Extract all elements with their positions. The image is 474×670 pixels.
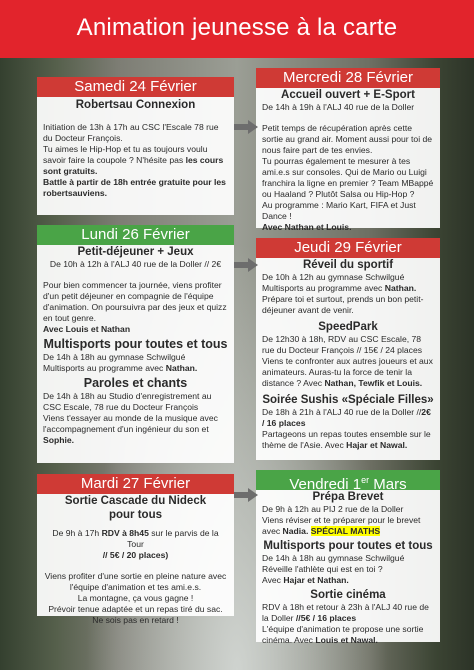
day-header-samedi: Samedi 24 Février	[37, 77, 234, 97]
mercredi-with: Avec Nathan et Louis.	[262, 222, 352, 232]
samedi-text-1: Initiation de 13h à 17h au CSC l'Escale 78 rue du Docteur François.	[43, 122, 219, 143]
day-header-mercredi: Mercredi 28 Février	[256, 68, 440, 88]
arrow-mardi-to-vendredi-icon	[234, 488, 258, 502]
jeudi-s1-text-2: Prépare toi et surtout, prends un bon petit-déjeuner avant de venir.	[262, 294, 424, 315]
lundi-s1-text: Pour bien commencer ta journée, viens profiter d'un petit déjeuner en compagnie de l'équipe d'animation. On poursuivra par des jeux et quizz en tout genre.	[43, 280, 227, 323]
mardi-text-4: Ne sois pas en retard !	[92, 615, 179, 625]
vendredi-s3-title: Sortie cinéma	[310, 589, 386, 601]
special-maths-highlight: SPÉCIAL MATHS	[310, 526, 381, 536]
mercredi-text-2: Tu pourras également te mesurer à tes ami.e.s sur consoles. Qui de Mario ou Luigi franchira la ligne en premier ? Team MBappé ou Haaland ? Plutôt Salsa ou Hip-Hop ?	[262, 156, 434, 199]
panel-vendredi	[256, 470, 440, 645]
vendredi-s1-text: Viens réviser et te préparer pour le brevet avec Nadia. SPÉCIAL MATHS	[262, 515, 421, 536]
vendredi-s2-title: Multisports pour toutes et tous	[263, 540, 433, 552]
mardi-price: // 5€ / 20 places)	[102, 550, 169, 560]
jeudi-s3-title: Soirée Sushis «Spéciale Filles»	[262, 394, 434, 406]
arrow-samedi-to-mercredi-icon	[234, 120, 258, 134]
day-header-jeudi: Jeudi 29 Février	[256, 238, 440, 258]
lundi-s1-title: Petit-déjeuner + Jeux	[77, 246, 194, 258]
mercredi-subtitle: Accueil ouvert + E-Sport	[281, 89, 415, 101]
arrow-lundi-to-jeudi-icon	[234, 258, 258, 272]
jeudi-s2-info: De 12h30 à 18h, RDV au CSC Escale, 78 rue du Docteur François // 15€ / 24 places	[262, 334, 423, 355]
panel-jeudi	[256, 238, 440, 460]
mardi-text-1: Viens profiter d'une sortie en pleine nature avec l'équipe d'animation et tes ami.e.s.	[44, 571, 227, 592]
panel-mardi	[37, 474, 234, 625]
title-banner	[0, 0, 474, 58]
mardi-body	[37, 494, 234, 626]
lundi-s1-info: De 10h à 12h à l'ALJ 40 rue de la Doller // 2€	[49, 259, 222, 269]
jeudi-s2-text: Viens te confronter aux autres joueurs et aux animateurs. Auras-tu la force de tenir la distance ? Avec Nathan, Tewfik et Louis.	[262, 356, 433, 388]
mardi-info: De 9h à 17h RDV à 8h45 sur le parvis de la Tour	[52, 528, 219, 549]
mardi-text-2: La montagne, ça vous gagne !	[77, 593, 194, 603]
vendredi-s1-title: Prépa Brevet	[312, 491, 384, 503]
vendredi-s2-text: Réveille l'athlète qui est en toi ?	[262, 564, 383, 574]
lundi-s3-title: Paroles et chants	[83, 376, 188, 390]
lundi-body	[37, 245, 234, 446]
vendredi-s3-info: RDV à 18h et retour à 23h à l'ALJ 40 rue de la Doller //5€ / 16 places	[262, 602, 429, 623]
mardi-text-3: Prévoir tenue adaptée et un repas tiré du sac.	[48, 604, 223, 614]
vendredi-s2-info: De 14h à 18h au gymnase Schwilgué	[262, 553, 405, 563]
samedi-text-2: Tu aimes le Hip-Hop et tu as toujours voulu savoir faire la coupole ? N'hésite pas les cours sont gratuits.	[43, 144, 224, 176]
jeudi-s1-title: Réveil du sportif	[302, 259, 394, 271]
lundi-s2-text: Multisports au programme avec Nathan.	[43, 363, 198, 373]
jeudi-body	[256, 258, 440, 451]
mercredi-info: De 14h à 19h à l'ALJ 40 rue de la Doller	[262, 102, 415, 112]
vendredi-s2-with: Avec Hajar et Nathan.	[262, 575, 349, 585]
mercredi-text-1: Petit temps de récupération après cette sortie au grand air. Moment aussi pour toi de nous faire part de tes envies.	[262, 123, 433, 155]
jeudi-s2-title: SpeedPark	[318, 321, 378, 333]
day-header-lundi: Lundi 26 Février	[37, 225, 234, 245]
mardi-title-1: Sortie Cascade du Nideck	[64, 495, 207, 507]
mercredi-text-3: Au programme : Mario Kart, FIFA et Just Dance !	[262, 200, 416, 221]
vendredi-body	[256, 490, 440, 646]
jeudi-s3-text: Partageons un repas toutes ensemble sur le thème de l'Asie. Avec Hajar et Nawal.	[262, 429, 431, 450]
lundi-s1-with: Avec Louis et Nathan	[43, 324, 131, 334]
day-header-vendredi: Vendredi 1er Mars	[256, 470, 440, 490]
lundi-s3-info: De 14h à 18h au Studio d'enregistrement au CSC Escale, 78 rue du Docteur François	[43, 391, 212, 412]
jeudi-s3-info: De 18h à 21h à l'ALJ 40 rue de la Doller //2€ / 16 places	[262, 407, 431, 428]
panel-mercredi	[256, 68, 440, 232]
samedi-body	[37, 97, 234, 199]
jeudi-s1-text: Multisports au programme avec Nathan.	[262, 283, 417, 293]
lundi-s2-info: De 14h à 18h au gymnase Schwilgué	[43, 352, 186, 362]
lundi-s2-title: Multisports pour toutes et tous	[43, 337, 228, 351]
day-header-mardi: Mardi 27 Février	[37, 474, 234, 494]
samedi-text-3: Battle à partir de 18h entrée gratuite pour les robertsauviens.	[43, 177, 226, 198]
mercredi-body	[256, 88, 440, 233]
vendredi-s3-text: L'équipe d'animation te propose une sortie cinéma. Avec Louis et Nawal.	[262, 624, 424, 645]
samedi-subtitle: Robertsau Connexion	[75, 99, 196, 111]
panel-samedi	[37, 77, 234, 215]
mardi-title-2: pour tous	[108, 509, 163, 521]
panel-lundi	[37, 225, 234, 463]
page-title: Animation jeunesse à la carte	[76, 14, 398, 41]
jeudi-s1-info: De 10h à 12h au gymnase Schwilgué	[262, 272, 405, 282]
vendredi-s1-info: De 9h à 12h au PIJ 2 rue de la Doller	[262, 504, 404, 514]
lundi-s3-text: Viens t'essayer au monde de la musique avec l'accompagnement d'un ingénieur du son et Sophie.	[43, 413, 218, 445]
